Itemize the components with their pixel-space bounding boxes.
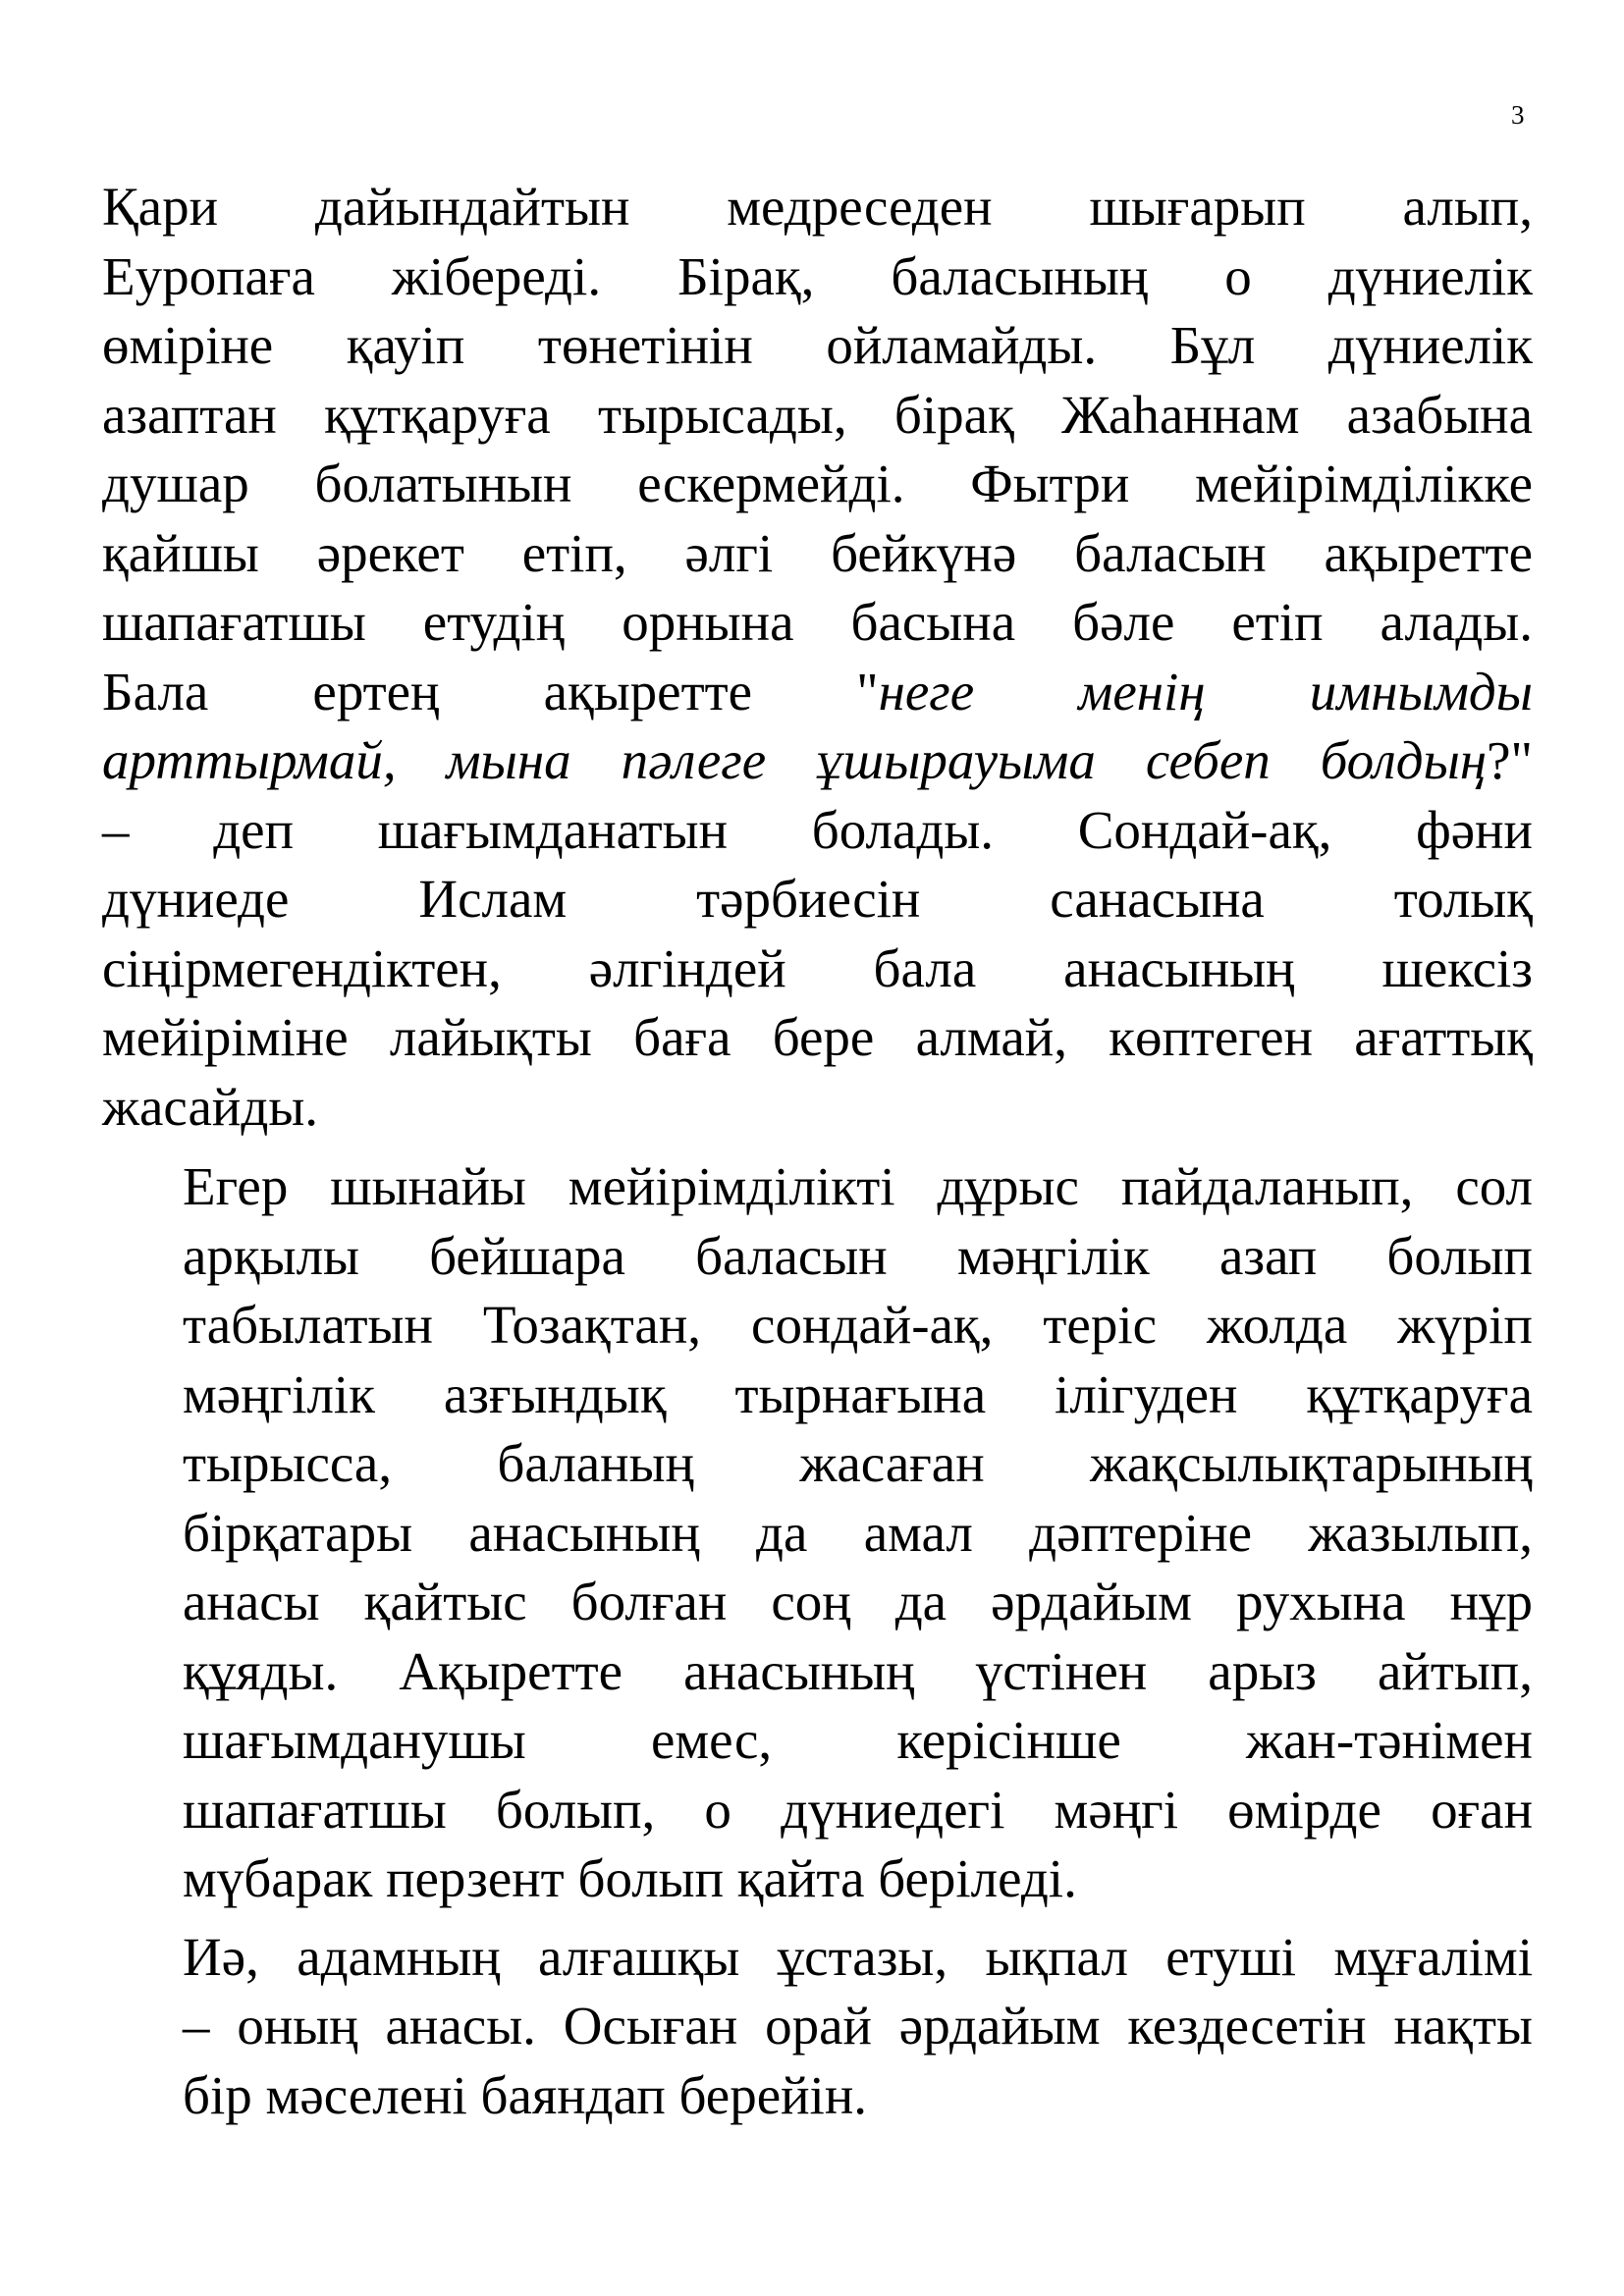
paragraph-2 bbox=[102, 1152, 1533, 1914]
text-line: мейіріміне лайықты баға бере алмай, көптеген ағаттық bbox=[102, 1007, 1533, 1067]
paragraph-1 bbox=[102, 173, 1533, 1142]
text-line-with-quote bbox=[102, 726, 1533, 796]
text-line-with-quote bbox=[102, 658, 1533, 727]
paragraph-3 bbox=[102, 1923, 1533, 2131]
text-line: табылатын Тозақтан, сондай-ақ, теріс жолда жүріп bbox=[183, 1295, 1533, 1355]
text-line: Қари дайындайтын медреседен шығарып алып, bbox=[102, 177, 1533, 237]
quote-italic-2: арттырмай, мына пәлеге ұшырауыма себеп болдың bbox=[102, 730, 1488, 790]
text-line: шағымданушы емес, керісінше жан-тәнімен bbox=[183, 1710, 1533, 1770]
text-line: сіңірмегендіктен, әлгіндей бала анасының шексіз bbox=[102, 937, 1533, 998]
text-line: мәңгілік азғындық тырнағына ілігуден құтқаруға bbox=[183, 1363, 1533, 1424]
quote-close: ?" bbox=[1487, 730, 1533, 790]
text-line: Иә, адамның алғашқы ұстазы, ықпал етуші мұғалімі bbox=[183, 1926, 1533, 1987]
text-line: құяды. Ақыретте анасының үстінен арыз айтып, bbox=[183, 1640, 1533, 1701]
text-line: Егер шынайы мейірімділікті дұрыс пайдаланып, сол bbox=[183, 1156, 1533, 1216]
text-line: дүниеде Ислам тәрбиесін санасына толық bbox=[102, 869, 1533, 929]
text-line: арқылы бейшара баласын мәңгілік азап болып bbox=[183, 1225, 1533, 1286]
text-line: қайшы әрекет етіп, әлгі бейкүнә баласын ақыретте bbox=[102, 522, 1533, 583]
text-line: өміріне қауіп төнетінін ойламайды. Бұл дүниелік bbox=[102, 315, 1533, 375]
text-line: анасы қайтыс болған соң да әрдайым рухына нұр bbox=[183, 1572, 1533, 1631]
text-line: шапағатшы етудің орнына басына бәле етіп алады. bbox=[102, 592, 1533, 652]
quote-lead-in: Бала ертең ақыретте " bbox=[102, 661, 879, 721]
text-line: бір мәселені баяндап берейін. bbox=[183, 2064, 868, 2125]
text-line: душар болатынын ескермейді. Фытри мейірімділікке bbox=[102, 454, 1533, 513]
text-line: бірқатары анасының да амал дәптеріне жазылып, bbox=[183, 1502, 1533, 1563]
text-line: жасайды. bbox=[102, 1076, 319, 1137]
text-line: азаптан құтқаруға тырысады, бірақ Жаһаннам азабына bbox=[102, 384, 1533, 445]
page-number: 3 bbox=[1511, 100, 1525, 130]
body-text bbox=[102, 173, 1533, 2130]
text-line: мүбарак перзент болып қайта беріледі. bbox=[183, 1848, 1077, 1908]
text-line: – деп шағымданатын болады. Сондай-ақ, фәни bbox=[102, 799, 1533, 860]
text-line: Еуропаға жібереді. Бірақ, баласының о дүниелік bbox=[102, 245, 1533, 306]
text-line: тырысса, баланың жасаған жақсылықтарының bbox=[183, 1433, 1533, 1493]
text-line: – оның анасы. Осыған орай әрдайым кездесетін нақты bbox=[183, 1996, 1533, 2056]
text-line: шапағатшы болып, о дүниедегі мәңгі өмірде оған bbox=[183, 1779, 1533, 1840]
quote-italic-1: неге менің имнымды bbox=[878, 661, 1533, 721]
